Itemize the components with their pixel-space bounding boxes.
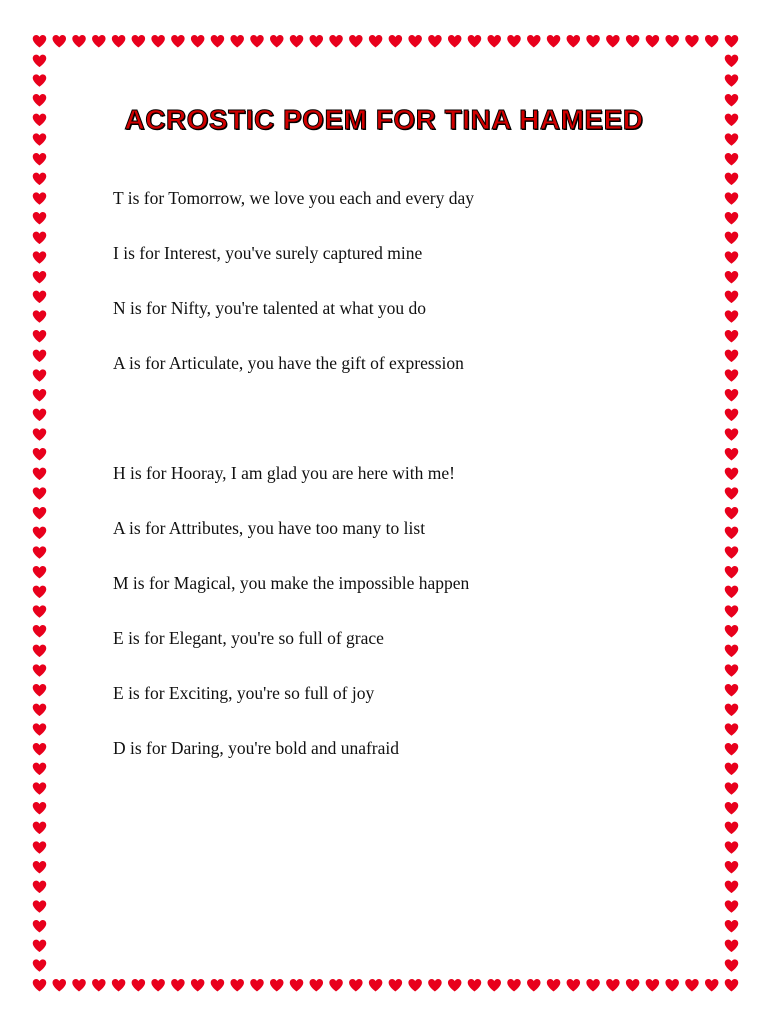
heart-icon: [448, 979, 462, 991]
heart-icon: [132, 35, 146, 47]
poem-line-n: N is for Nifty, you're talented at what you do: [113, 298, 427, 318]
heart-icon: [725, 35, 739, 47]
heart-icon: [72, 979, 86, 991]
heart-icon: [725, 802, 739, 814]
heart-icon: [725, 723, 739, 735]
heart-icon: [705, 979, 719, 991]
heart-icon: [725, 527, 739, 539]
heart-icon: [171, 979, 185, 991]
heart-icon: [725, 74, 739, 86]
heart-icon: [725, 350, 739, 362]
heart-icon: [725, 684, 739, 696]
poem-title: ACROSTIC POEM FOR TINA HAMEED: [124, 104, 644, 135]
heart-icon: [230, 35, 244, 47]
heart-icon: [725, 979, 739, 991]
heart-icon: [329, 979, 343, 991]
heart-icon: [685, 979, 699, 991]
heart-icon: [33, 55, 47, 67]
heart-icon: [725, 291, 739, 303]
heart-icon: [33, 507, 47, 519]
heart-icon: [33, 605, 47, 617]
heart-icon: [586, 35, 600, 47]
heart-icon: [191, 979, 205, 991]
heart-icon: [725, 192, 739, 204]
heart-icon: [33, 35, 47, 47]
heart-icon: [626, 979, 640, 991]
heart-icon: [151, 35, 165, 47]
heart-icon: [725, 173, 739, 185]
heart-icon: [310, 979, 324, 991]
heart-icon: [33, 468, 47, 480]
heart-icon: [33, 920, 47, 932]
heart-icon: [725, 212, 739, 224]
heart-icon: [725, 841, 739, 853]
heart-icon: [725, 448, 739, 460]
heart-icon: [112, 979, 126, 991]
poem-line-m: M is for Magical, you make the impossible happen: [113, 573, 470, 593]
heart-icon: [468, 979, 482, 991]
heart-icon: [33, 743, 47, 755]
heart-icon: [606, 35, 620, 47]
heart-icon: [250, 979, 264, 991]
heart-icon: [33, 723, 47, 735]
heart-icon: [428, 35, 442, 47]
heart-icon: [428, 979, 442, 991]
heart-icon: [270, 35, 284, 47]
heart-icon: [33, 212, 47, 224]
heart-icon: [725, 743, 739, 755]
heart-icon: [725, 586, 739, 598]
heart-icon: [725, 959, 739, 971]
heart-icon: [33, 704, 47, 716]
heart-icon: [725, 763, 739, 775]
heart-icon: [33, 330, 47, 342]
heart-icon: [646, 35, 660, 47]
heart-icon: [725, 704, 739, 716]
heart-icon: [725, 271, 739, 283]
heart-icon: [725, 369, 739, 381]
heart-icon: [33, 861, 47, 873]
heart-icon: [33, 310, 47, 322]
heart-icon: [725, 251, 739, 263]
heart-icon: [250, 35, 264, 47]
heart-icon: [725, 605, 739, 617]
heart-icon: [527, 35, 541, 47]
heart-icon: [468, 35, 482, 47]
heart-icon: [725, 428, 739, 440]
heart-icon: [33, 625, 47, 637]
heart-icon: [685, 35, 699, 47]
heart-icon: [567, 35, 581, 47]
heart-icon: [290, 979, 304, 991]
heart-icon: [725, 487, 739, 499]
heart-icon: [725, 782, 739, 794]
heart-icon: [33, 822, 47, 834]
heart-icon: [33, 153, 47, 165]
heart-icon: [725, 330, 739, 342]
heart-icon: [53, 35, 66, 47]
heart-icon: [507, 979, 521, 991]
heart-icon: [33, 900, 47, 912]
heart-icon: [725, 566, 739, 578]
heart-icon: [33, 940, 47, 952]
heart-icon: [33, 251, 47, 263]
heart-icon: [725, 546, 739, 558]
heart-icon: [725, 940, 739, 952]
heart-icon: [33, 586, 47, 598]
heart-icon: [72, 35, 86, 47]
heart-icon: [369, 979, 383, 991]
heart-icon: [725, 822, 739, 834]
heart-icon: [646, 979, 660, 991]
heart-icon: [705, 35, 719, 47]
heart-icon: [33, 979, 47, 991]
heart-icon: [33, 664, 47, 676]
heart-icon: [725, 310, 739, 322]
poem-line-i: I is for Interest, you've surely captured mine: [113, 243, 423, 263]
heart-icon: [547, 35, 561, 47]
poem-line-e: E is for Elegant, you're so full of grace: [113, 628, 384, 648]
heart-icon: [33, 192, 47, 204]
heart-icon: [349, 35, 363, 47]
poem-line-t: T is for Tomorrow, we love you each and every day: [113, 188, 474, 208]
heart-icon: [290, 35, 304, 47]
heart-icon: [33, 881, 47, 893]
heart-icon: [586, 979, 600, 991]
heart-icon: [725, 881, 739, 893]
poem-line-h: H is for Hooray, I am glad you are here with me!: [113, 463, 455, 483]
heart-icon: [92, 979, 106, 991]
heart-icon: [33, 409, 47, 421]
heart-icon: [725, 920, 739, 932]
heart-icon: [389, 35, 403, 47]
heart-icon: [211, 979, 225, 991]
heart-icon: [132, 979, 146, 991]
heart-icon: [725, 900, 739, 912]
heart-icon: [33, 802, 47, 814]
heart-icon: [725, 55, 739, 67]
heart-icon: [33, 74, 47, 86]
heart-icon: [725, 861, 739, 873]
heart-icon: [408, 979, 422, 991]
heart-icon: [507, 35, 521, 47]
poem-line-d: D is for Daring, you're bold and unafraid: [113, 738, 399, 758]
heart-icon: [725, 645, 739, 657]
heart-icon: [33, 448, 47, 460]
heart-icon: [33, 487, 47, 499]
heart-icon: [33, 841, 47, 853]
heart-icon: [33, 959, 47, 971]
heart-icon: [725, 389, 739, 401]
heart-icon: [33, 271, 47, 283]
heart-icon: [725, 409, 739, 421]
heart-icon: [725, 153, 739, 165]
heart-icon: [725, 664, 739, 676]
heart-icon: [389, 979, 403, 991]
heart-icon: [547, 979, 561, 991]
heart-icon: [33, 546, 47, 558]
heart-icon: [230, 979, 244, 991]
heart-icon: [369, 35, 383, 47]
heart-icon: [151, 979, 165, 991]
heart-icon: [53, 979, 66, 991]
heart-icon: [349, 979, 363, 991]
heart-icon: [171, 35, 185, 47]
heart-icon: [211, 35, 225, 47]
heart-icon: [527, 979, 541, 991]
heart-icon: [725, 232, 739, 244]
heart-icon: [33, 369, 47, 381]
heart-icon: [33, 291, 47, 303]
heart-icon: [725, 468, 739, 480]
heart-icon: [33, 645, 47, 657]
heart-icon: [487, 979, 501, 991]
heart-icon: [33, 428, 47, 440]
heart-icon: [448, 35, 462, 47]
heart-icon: [33, 232, 47, 244]
poem-line-e2: E is for Exciting, you're so full of joy: [113, 683, 375, 703]
heart-icon: [567, 979, 581, 991]
heart-icon: [92, 35, 106, 47]
heart-icon: [329, 35, 343, 47]
heart-icon: [33, 389, 47, 401]
heart-icon: [665, 979, 679, 991]
heart-icon: [33, 763, 47, 775]
heart-icon: [33, 782, 47, 794]
heart-icon: [191, 35, 205, 47]
heart-icon: [33, 350, 47, 362]
heart-icon: [270, 979, 284, 991]
heart-icon: [487, 35, 501, 47]
heart-icon: [112, 35, 126, 47]
heart-icon: [33, 566, 47, 578]
heart-icon: [606, 979, 620, 991]
heart-icon: [310, 35, 324, 47]
poem-line-a: A is for Articulate, you have the gift of expression: [113, 353, 464, 373]
heart-icon: [725, 507, 739, 519]
heart-icon: [725, 625, 739, 637]
heart-icon: [33, 684, 47, 696]
heart-icon: [665, 35, 679, 47]
poem-line-a2: A is for Attributes, you have too many to list: [113, 518, 426, 538]
heart-icon: [626, 35, 640, 47]
heart-icon: [33, 527, 47, 539]
heart-icon: [33, 173, 47, 185]
heart-icon: [408, 35, 422, 47]
